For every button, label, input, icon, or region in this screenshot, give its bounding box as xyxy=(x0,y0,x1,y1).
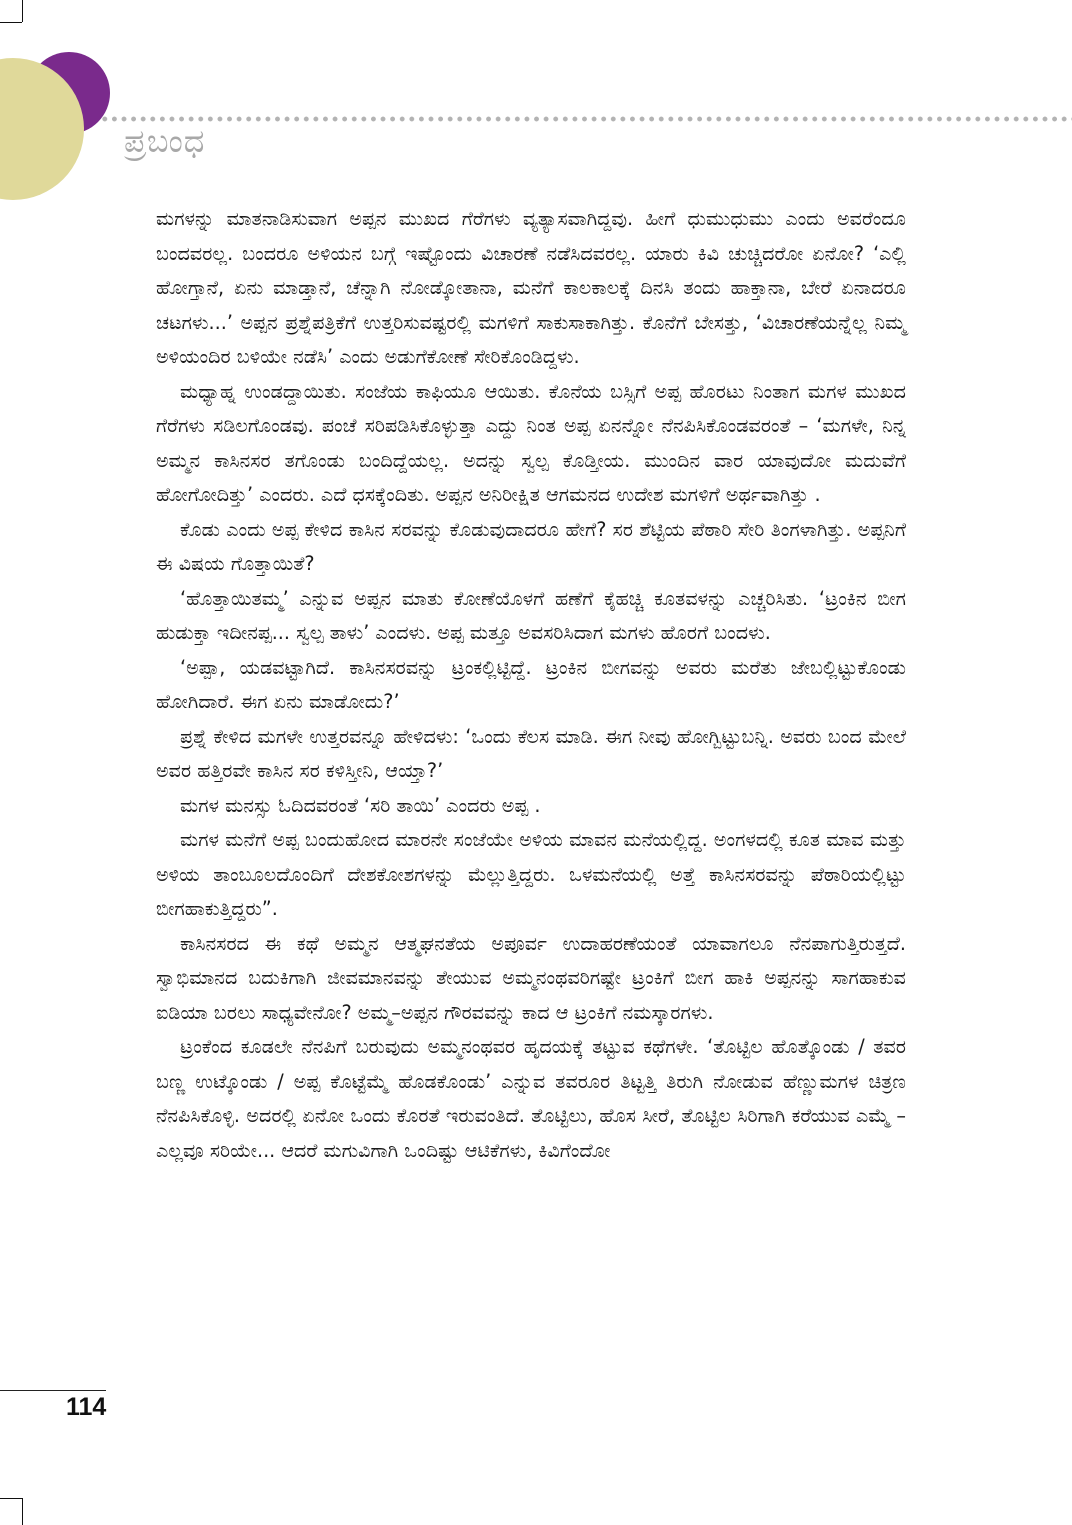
paragraph: ಕೊಡು ಎಂದು ಅಪ್ಪ ಕೇಳಿದ ಕಾಸಿನ ಸರವನ್ನು ಕೊಡುವುದಾದರೂ ಹೇಗೆ? ಸರ ಶೆಟ್ಟಿಯ ಪೆಠಾರಿ ಸೇರಿ ತಿಂಗಳಾಗಿತ್ತು. ಅಪ್ಪನಿಗೆ ಈ ವಿಷಯ ಗೊತ್ತಾಯಿತೆ? xyxy=(156,517,906,575)
paragraph: ಕಾಸಿನಸರದ ಈ ಕಥೆ ಅಮ್ಮನ ಆತ್ಮಘನತೆಯ ಅಪೂರ್ವ ಉದಾಹರಣೆಯಂತೆ ಯಾವಾಗಲೂ ನೆನಪಾಗುತ್ತಿರುತ್ತದೆ. ಸ್ವಾಭಿಮಾನದ ಬದುಕಿಗಾಗಿ ಜೀವಮಾನವನ್ನು ತೇಯುವ ಅಮ್ಮನಂಥವರಿಗಷ್ಟೇ ಟ್ರಂಕಿಗೆ ಬೀಗ ಹಾಕಿ ಅಪ್ಪನನ್ನು ಸಾಗಹಾಕುವ ಐಡಿಯಾ ಬರಲು ಸಾಧ್ಯವೇನೋ? ಅಮ್ಮ–ಅಪ್ಪನ ಗೌರವವನ್ನು ಕಾದ ಆ ಟ್ರಂಕಿಗೆ ನಮಸ್ಕಾರಗಳು. xyxy=(156,931,906,1024)
paragraph: ಮಧ್ಯಾಹ್ನ ಉಂಡದ್ದಾಯಿತು. ಸಂಜೆಯ ಕಾಫಿಯೂ ಆಯಿತು. ಕೊನೆಯ ಬಸ್ಸಿಗೆ ಅಪ್ಪ ಹೊರಟು ನಿಂತಾಗ ಮಗಳ ಮುಖದ ಗೆರೆಗಳು ಸಡಿಲಗೊಂಡವು. ಪಂಚೆ ಸರಿಪಡಿಸಿಕೊಳ್ಳುತ್ತಾ ಎದ್ದು ನಿಂತ ಅಪ್ಪ ಏನನ್ನೋ ನೆನಪಿಸಿಕೊಂಡವರಂತೆ – ‘ಮಗಳೇ, ನಿನ್ನ ಅಮ್ಮನ ಕಾಸಿನಸರ ತಗೊಂಡು ಬಂದಿದ್ದೆಯಲ್ಲ. ಅದನ್ನು ಸ್ವಲ್ಪ ಕೊಡ್ತೀಯ. ಮುಂದಿನ ವಾರ ಯಾವುದೋ ಮದುವೆಗೆ ಹೋಗೋದಿತ್ತು’ ಎಂದರು. ಎದೆ ಧಸಕ್ಕೆಂದಿತು. ಅಪ್ಪನ ಅನಿರೀಕ್ಷಿತ ಆಗಮನದ ಉದೇಶ ಮಗಳಿಗೆ ಅರ್ಥವಾಗಿತ್ತು . xyxy=(156,379,906,506)
paragraph: ಮಗಳ ಮನಸ್ಸು ಓದಿದವರಂತೆ ‘ಸರಿ ತಾಯಿ’ ಎಂದರು ಅಪ್ಪ . xyxy=(180,793,541,817)
article-body xyxy=(156,202,906,1168)
paragraph: ಪ್ರಶ್ನೆ ಕೇಳಿದ ಮಗಳೇ ಉತ್ತರವನ್ನೂ ಹೇಳಿದಳು: ‘ಒಂದು ಕೆಲಸ ಮಾಡಿ. ಈಗ ನೀವು ಹೋಗ್ಬಿಟ್ಟುಬನ್ನಿ. ಅವರು ಬಂದ ಮೇಲೆ ಅವರ ಹತ್ತಿರವೇ ಕಾಸಿನ ಸರ ಕಳಿಸ್ತೀನಿ, ಆಯ್ತಾ?’ xyxy=(156,724,906,782)
crop-mark-bottom-horizontal xyxy=(0,1498,22,1499)
section-title: ಪ್ರಬಂಧ xyxy=(124,122,206,160)
paragraph: ಮಗಳನ್ನು ಮಾತನಾಡಿಸುವಾಗ ಅಪ್ಪನ ಮುಖದ ಗೆರೆಗಳು ವ್ಯತ್ಯಾಸವಾಗಿದ್ದವು. ಹೀಗೆ ಧುಮುಧುಮು ಎಂದು ಅವರೆಂದೂ ಬಂದವರಲ್ಲ. ಬಂದರೂ ಅಳಿಯನ ಬಗ್ಗೆ ಇಷ್ಟೊಂದು ವಿಚಾರಣೆ ನಡೆಸಿದವರಲ್ಲ. ಯಾರು ಕಿವಿ ಚುಚ್ಚಿದರೋ ಏನೋ? ‘ಎಲ್ಲಿ ಹೋಗ್ತಾನೆ, ಏನು ಮಾಡ್ತಾನೆ, ಚೆನ್ನಾಗಿ ನೋಡ್ಕೋತಾನಾ, ಮನೆಗೆ ಕಾಲಕಾಲಕ್ಕೆ ದಿನಸಿ ತಂದು ಹಾಕ್ತಾನಾ, ಬೇರೆ ಏನಾದರೂ ಚಟಗಳು...’ ಅಪ್ಪನ ಪ್ರಶ್ನೆಪತ್ರಿಕೆಗೆ ಉತ್ತರಿಸುವಷ್ಟರಲ್ಲಿ ಮಗಳಿಗೆ ಸಾಕುಸಾಕಾಗಿತ್ತು. ಕೊನೆಗೆ ಬೇಸತ್ತು, ‘ವಿಚಾರಣೆಯನ್ನೆಲ್ಲ ನಿಮ್ಮ ಅಳಿಯಂದಿರ ಬಳಿಯೇ ನಡೆಸಿ’ ಎಂದು ಅಡುಗೆಕೋಣೆ ಸೇರಿಕೊಂಡಿದ್ದಳು. xyxy=(156,207,906,368)
crop-mark-top-horizontal xyxy=(0,22,22,23)
folio-rule xyxy=(0,1390,106,1391)
crop-mark-top-vertical xyxy=(22,0,23,22)
page-number: 114 xyxy=(66,1393,107,1421)
paragraph: ‘ಅಪ್ಪಾ, ಯಡವಟ್ಟಾಗಿದೆ. ಕಾಸಿನಸರವನ್ನು ಟ್ರಂಕಲ್ಲಿಟ್ಟಿದ್ದೆ. ಟ್ರಂಕಿನ ಬೀಗವನ್ನು ಅವರು ಮರೆತು ಜೇಬಲ್ಲಿಟ್ಟುಕೊಂಡು ಹೋಗಿದಾರೆ. ಈಗ ಏನು ಮಾಡೋದು?’ xyxy=(156,655,906,713)
paragraph: ಟ್ರಂಕೆಂದ ಕೂಡಲೇ ನೆನಪಿಗೆ ಬರುವುದು ಅಮ್ಮನಂಥವರ ಹೃದಯಕ್ಕೆ ತಟ್ಟುವ ಕಥೆಗಳೇ. ‘ತೊಟ್ಟಿಲ ಹೊತ್ಕೊಂಡು / ತವರ ಬಣ್ಣ ಉಟ್ಕೊಂಡು / ಅಪ್ಪ ಕೊಟ್ಟೆಮ್ಮೆ ಹೊಡಕೊಂಡು’ ಎನ್ನುವ ತವರೂರ ತಿಟ್ಟತ್ತಿ ತಿರುಗಿ ನೋಡುವ ಹೆಣ್ಣುಮಗಳ ಚಿತ್ರಣ ನೆನಪಿಸಿಕೊಳ್ಳಿ. ಅದರಲ್ಲಿ ಏನೋ ಒಂದು ಕೊರತೆ ಇರುವಂತಿದೆ. ತೊಟ್ಟಿಲು, ಹೊಸ ಸೀರೆ, ತೊಟ್ಟಿಲ ಸಿರಿಗಾಗಿ ಕರೆಯುವ ಎಮ್ಮೆ – ಎಲ್ಲವೂ ಸರಿಯೇ... ಆದರೆ ಮಗುವಿಗಾಗಿ ಒಂದಿಷ್ಟು ಆಟಿಕೆಗಳು, ಕಿವಿಗೆಂದೋ xyxy=(156,1035,906,1162)
paragraph: ‘ಹೊತ್ತಾಯಿತಮ್ಮ’ ಎನ್ನುವ ಅಪ್ಪನ ಮಾತು ಕೋಣೆಯೊಳಗೆ ಹಣೆಗೆ ಕೈಹಚ್ಚಿ ಕೂತವಳನ್ನು ಎಚ್ಚರಿಸಿತು. ‘ಟ್ರಂಕಿನ ಬೀಗ ಹುಡುಕ್ತಾ ಇದೀನಪ್ಪ... ಸ್ವಲ್ಪ ತಾಳು’ ಎಂದಳು. ಅಪ್ಪ ಮತ್ತೂ ಅವಸರಿಸಿದಾಗ ಮಗಳು ಹೊರಗೆ ಬಂದಳು. xyxy=(156,586,906,644)
paragraph: ಮಗಳ ಮನೆಗೆ ಅಪ್ಪ ಬಂದುಹೋದ ಮಾರನೇ ಸಂಜೆಯೇ ಅಳಿಯ ಮಾವನ ಮನೆಯಲ್ಲಿದ್ದ. ಅಂಗಳದಲ್ಲಿ ಕೂತ ಮಾವ ಮತ್ತು ಅಳಿಯ ತಾಂಬೂಲದೊಂದಿಗೆ ದೇಶಕೋಶಗಳನ್ನು ಮೆಲ್ಲುತ್ತಿದ್ದರು. ಒಳಮನೆಯಲ್ಲಿ ಅತ್ತೆ ಕಾಸಿನಸರವನ್ನು ಪೆಠಾರಿಯಲ್ಲಿಟ್ಟು ಬೀಗಹಾಕುತ್ತಿದ್ದರು”. xyxy=(156,828,906,920)
dotted-header-rule xyxy=(100,116,1072,122)
crop-mark-bottom-vertical xyxy=(22,1498,23,1525)
